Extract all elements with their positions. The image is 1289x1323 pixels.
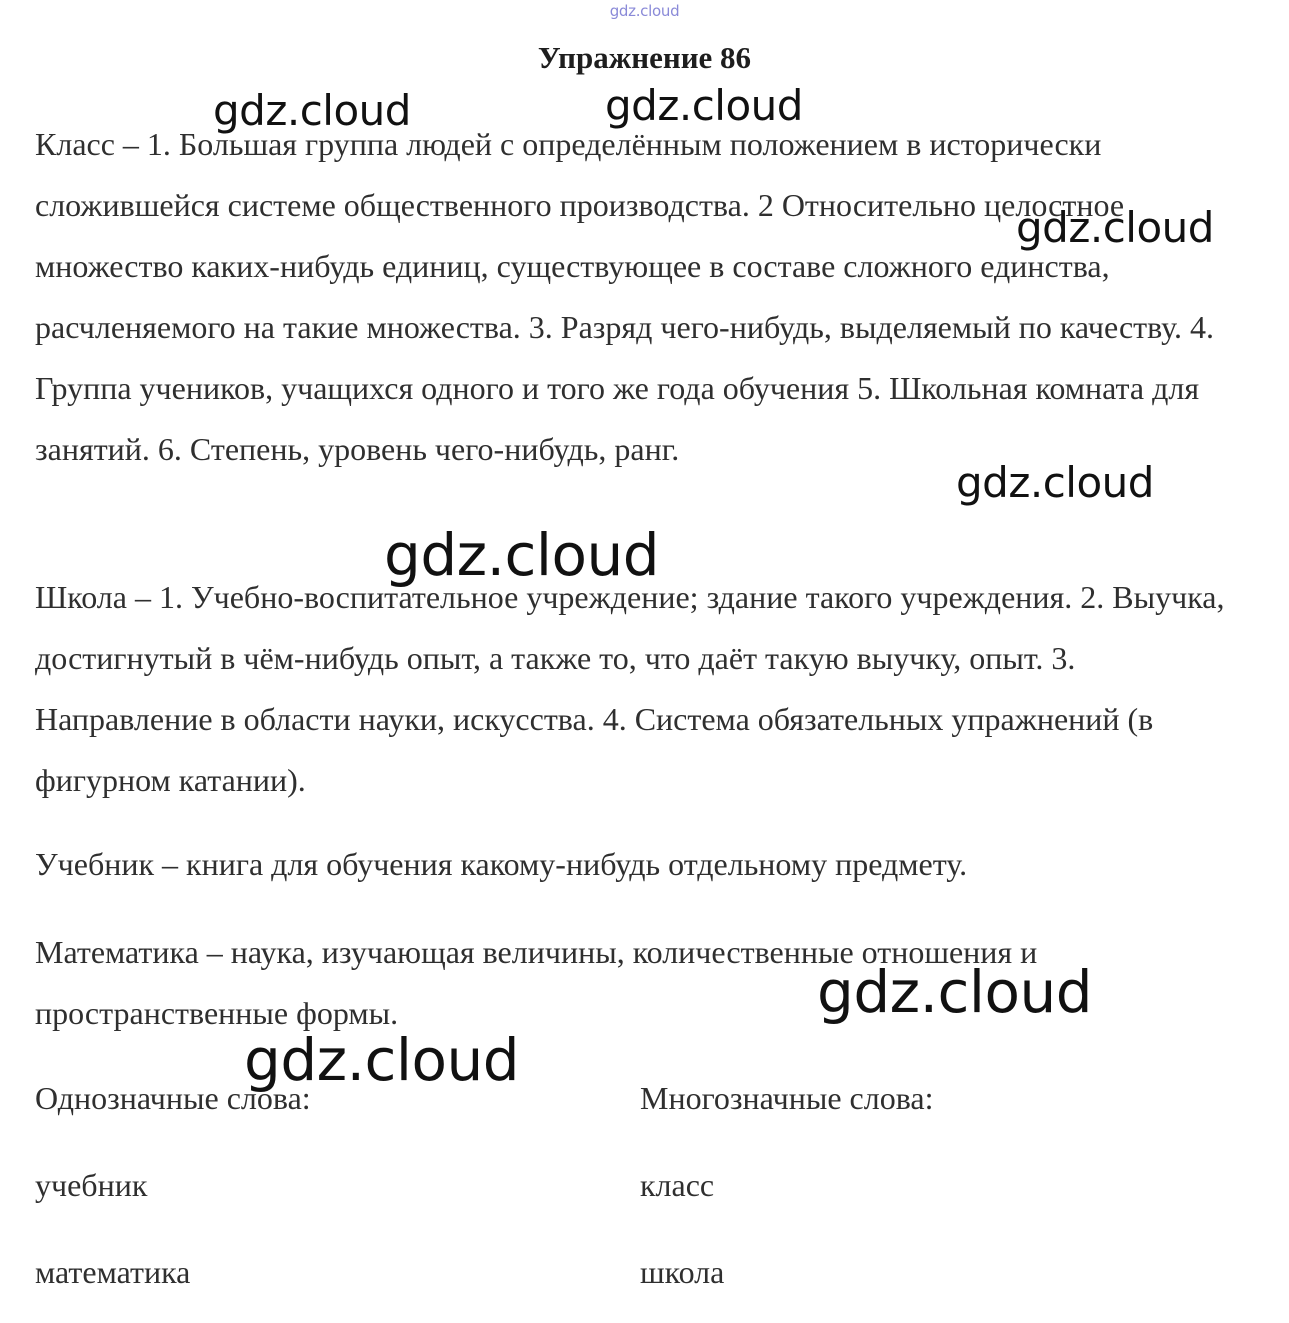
single-meaning-header: Однозначные слова: [35, 1080, 311, 1116]
list-item: класс [640, 1167, 715, 1203]
watermark: gdz.cloud [956, 458, 1154, 507]
watermark: gdz.cloud [1016, 203, 1214, 252]
list-item: учебник [35, 1167, 148, 1203]
list-item: математика [35, 1254, 191, 1290]
list-item: школа [640, 1254, 725, 1290]
page-title: Упражнение 86 [537, 40, 752, 75]
watermark: gdz.cloud [605, 81, 803, 130]
watermark: gdz.cloud [213, 86, 411, 135]
definition-klass: Класс – 1. Большая группа людей с определённым положением в исторически сложившейся системе общественного производства. 2 Относительно целостное множество каких-нибудь единиц, существующее в составе сложного единства, расчленяемого на такие множества. 3. Разряд чего-нибудь, выделяемый по качеству. 4. Группа учеников, учащихся одного и того же года обучения 5. Школьная комната для занятий. 6. Степень, уровень чего-нибудь, ранг. [35, 126, 1214, 467]
multi-meaning-header: Многозначные слова: [640, 1080, 934, 1116]
definition-matematika: Математика – наука, изучающая величины, количественные отношения и пространственные формы. [35, 934, 1038, 1031]
watermark: gdz.cloud [817, 958, 1093, 1026]
watermark: gdz.cloud [244, 1026, 520, 1094]
definition-uchebnik: Учебник – книга для обучения какому-нибудь отдельному предмету. [35, 846, 968, 882]
site-mark: gdz.cloud [609, 2, 680, 20]
watermark: gdz.cloud [384, 521, 660, 589]
definition-shkola: Школа – 1. Учебно-воспитательное учреждение; здание такого учреждения. 2. Выучка, достигнутый в чём-нибудь опыт, а также то, что даёт такую выучку, опыт. 3. Направление в области науки, искусства. 4. Система обязательных упражнений (в фигурном катании). [35, 579, 1225, 798]
